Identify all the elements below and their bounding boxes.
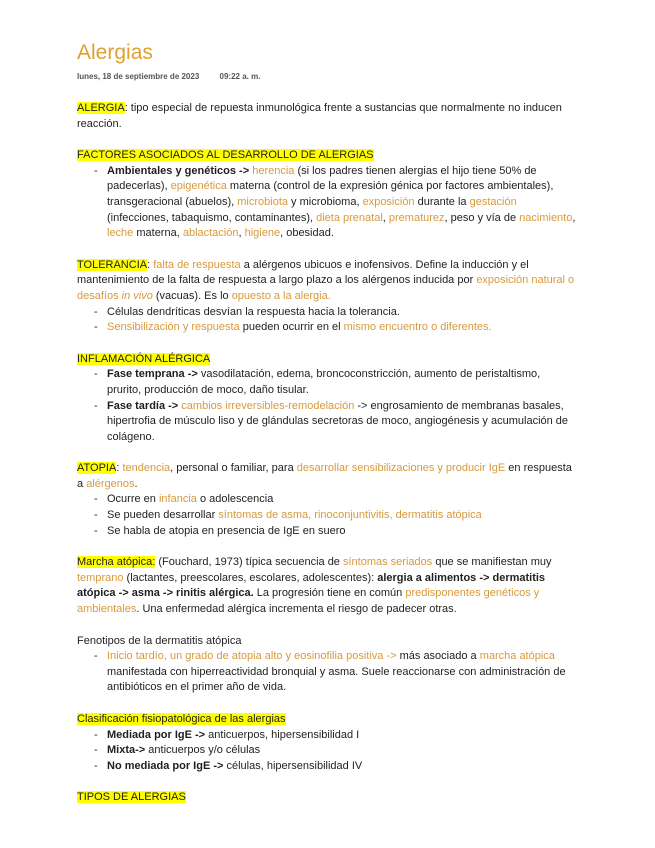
- list-item: - Sensibilización y respuesta pueden ocurrir en el mismo encuentro o diferentes.: [107, 320, 577, 336]
- section-tolerancia: [77, 258, 577, 336]
- section-clasificacion: [77, 712, 577, 774]
- note-time: 09:22 a. m.: [219, 72, 261, 81]
- list-item: - Se pueden desarrollar síntomas de asma, rinoconjuntivitis, dermatitis atópica: [107, 508, 577, 524]
- list-item: - Se habla de atopia en presencia de IgE en suero: [107, 524, 577, 540]
- section-fenotipos: [77, 634, 577, 696]
- marcha-paragraph: Marcha atópica: (Fouchard, 1973) típica secuencia de síntomas seriados que se manifiestan muy temprano (lactantes, preescolares, escolares, adolescentes): alergia a alimentos -> dermatitis atópica -> asma -> rinitis alérgica. La progresión tiene en común predisponentes genéticos y ambientales. Una enfermedad alérgica incrementa el riesgo de padecer otras.: [77, 556, 552, 616]
- fenotipos-heading: Fenotipos de la dermatitis atópica: [77, 634, 242, 647]
- list-item: - Fase tardía -> cambios irreversibles-remodelación -> engrosamiento de membranas basales, hipertrofia de músculo liso y de glándulas secretoras de moco, angiogénesis y acumulación de colágeno.: [107, 399, 577, 446]
- atopia-heading: ATOPIA: [77, 462, 117, 475]
- section-marcha: [77, 555, 577, 617]
- alergia-paragraph: ALERGIA: tipo especial de repuesta inmunológica frente a sustancias que normalmente no inducen reacción.: [77, 102, 562, 130]
- list-item: - Ocurre en infancia o adolescencia: [107, 492, 577, 508]
- section-alergia: [77, 101, 577, 132]
- clasificacion-list: [77, 728, 577, 775]
- alergia-heading: ALERGIA: [77, 102, 125, 114]
- inflamacion-list: [77, 367, 577, 445]
- fenotipos-list: [77, 649, 577, 696]
- list-item: - Ambientales y genéticos -> herencia (si los padres tienen alergias el hijo tiene 50% de padecerlas), epigenética materna (control de la expresión génica por factores ambientales), transgeracional (abuelos), microbiota y microbioma, exposición durante la gestación (infecciones, tabaquismo, contaminantes), dieta prenatal, prematurez, peso y vía de nacimiento, leche materna, ablactación, higiene, obesidad.: [107, 164, 577, 242]
- note-page: [77, 40, 577, 822]
- section-factores: [77, 148, 577, 242]
- marcha-heading: Marcha atópica:: [77, 556, 156, 569]
- list-item: - Células dendríticas desvían la respuesta hacia la tolerancia.: [107, 305, 577, 321]
- list-item: - No mediada por IgE -> células, hipersensibilidad IV: [107, 759, 577, 775]
- section-inflamacion: [77, 352, 577, 446]
- tolerancia-paragraph: TOLERANCIA: falta de respuesta a alérgenos ubicuos e inofensivos. Define la inducción y el mantenimiento de la falta de respuesta a largo plazo a los alérgenos inducida por exposición natural o desafíos in vivo (vacuas). Es lo opuesto a la alergia.: [77, 258, 575, 302]
- inflamacion-heading: INFLAMACIÓN ALÉRGICA: [77, 352, 211, 365]
- clasificacion-heading: Clasificación fisiopatológica de las alergias: [77, 713, 286, 725]
- list-item: - Fase temprana -> vasodilatación, edema, broncoconstricción, aumento de peristaltismo, prurito, producción de moco, daño tisular.: [107, 367, 577, 398]
- tolerancia-list: [77, 305, 577, 336]
- list-item: - Mediada por IgE -> anticuerpos, hipersensibilidad I: [107, 728, 577, 744]
- tipos-heading: TIPOS DE ALERGIAS: [77, 791, 186, 804]
- atopia-list: [77, 492, 577, 539]
- atopia-paragraph: ATOPIA: tendencia, personal o familiar, para desarrollar sensibilizaciones y producir IgE en respuesta a alérgenos.: [77, 462, 572, 490]
- list-item: - Inicio tardío, un grado de atopia alto y eosinofilia positiva -> más asociado a marcha atópica manifestada con hiperreactividad bronquial y asma. Suele reaccionarse con administración de antibióticos en el primer año de vida.: [107, 649, 577, 696]
- factores-list: [77, 164, 577, 242]
- tolerancia-heading: TOLERANCIA: [77, 258, 148, 271]
- note-date: lunes, 18 de septiembre de 2023: [77, 72, 200, 81]
- note-timestamp: [77, 72, 577, 81]
- page-title: Alergias: [77, 41, 153, 64]
- section-atopia: [77, 461, 577, 539]
- section-tipos: [77, 790, 577, 806]
- factores-heading: FACTORES ASOCIADOS AL DESARROLLO DE ALERGIAS: [77, 149, 374, 162]
- list-item: - Mixta-> anticuerpos y/o células: [107, 743, 577, 759]
